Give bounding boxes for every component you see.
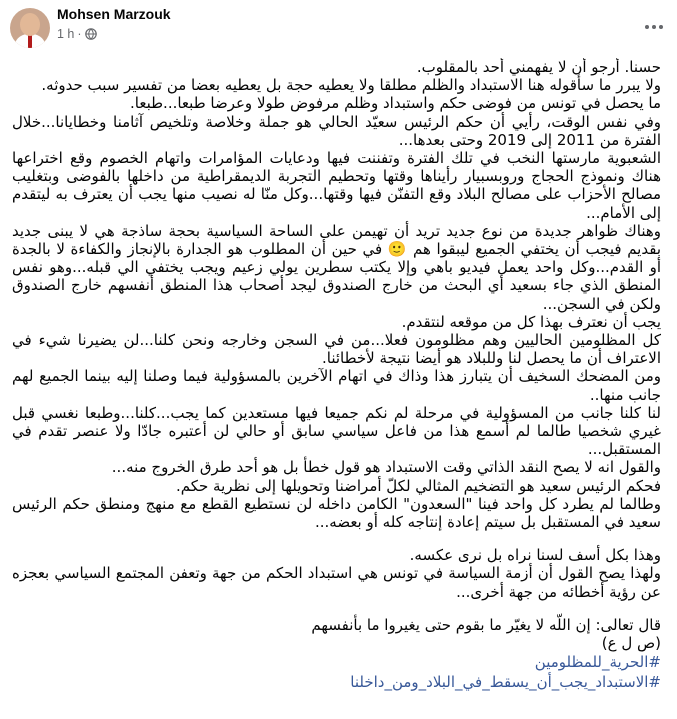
paragraph: وطالما لم يطرد كل واحد فينا "السعدون" الكامن داخله لن نستطيع القطع مع منهج ومنطق حكم الرئيس سعيد في المستقبل بل سيتم إعادة إنتاجه كله أو بعضه... (12, 494, 661, 532)
dot-icon (659, 25, 663, 29)
globe-icon[interactable] (85, 28, 97, 40)
dot-icon (652, 25, 656, 29)
paragraph: ما يحصل في تونس من فوضى حكم واستبداد وظلم مرفوض طولا وعرضا طبعا...طبعا. (130, 94, 661, 113)
avatar-face (20, 13, 40, 36)
quote-line: قال تعالى: إن اللّه لا يغيّر ما بقوم حتى يغيروا ما بأنفسهم (311, 615, 661, 634)
paragraph: والقول انه لا يصح النقد الذاتي وقت الاستبداد هو قول خطأ بل هو أحد طرق الخروج منه... (111, 458, 661, 477)
paragraph: الشعبوية مارستها النخب في تلك الفترة وتفننت فيها ودعايات المؤامرات واتهام الخصوم وقع اختراعها هناك ونموذج الحجاج وروبسبيار رأيناها وقتها وتحطيم التجربة الديمقراطية من داخلها بالفوضى وبتغليب مصالح الأحزاب على مصالح البلاد وقع التفنّن فيها وقتها...وكل منّا له نصيب منها يجب أن يعترف به ليتقدم إلى الأمام... (12, 149, 661, 222)
paragraph: ومن المضحك السخيف أن يتبارز هذا وذاك في اتهام الآخرين بالمسؤولية فيما وصلنا إليه بينما الجميع لهم جانب منها.. (12, 367, 661, 404)
paragraph: كل المظلومين الحاليين وهم مظلومون فعلا...من في السجن وخارجه ونحن كلنا...لن يضيرنا شيء في الاعتراف أن ما يحصل لنا وللبلاد هو أيضا نتيجة لأخطائنا. (12, 331, 661, 368)
more-options-button[interactable] (639, 12, 669, 42)
meta-separator: · (77, 27, 82, 41)
paragraph: يجب أن نعترف بهذا كل من موقعه لنتقدم. (401, 312, 661, 331)
paragraph: لنا كلنا جانب من المسؤولية في مرحلة لم نكم جميعا فيها مستعدين كما يجب...كلنا...وطبعا نغسي قبل غيري شخصيا طالما لم أسمع هذا من فاعل سياسي سابق أو حالي لن أعتبره جادّا ولا عنصر تقدم في المستقبل... (12, 403, 661, 459)
paragraph: حسنا. أرجو أن لا يفهمني أحد بالمقلوب. (416, 58, 661, 76)
paragraph-spacer (12, 601, 661, 616)
hashtag-link[interactable]: #الحرية_للمظلومين (534, 653, 661, 672)
post-meta (57, 27, 97, 41)
paragraph-spacer (12, 531, 661, 546)
paragraph: ولهذا يصح القول أن أزمة السياسة في تونس هي استبداد الحكم من جهة وتعفن المجتمع السياسي بعجزه عن رؤية أخطائه من جهة أخرى... (12, 564, 661, 601)
post-time[interactable]: 1 h (57, 27, 75, 41)
hashtag-link[interactable]: #الاستبداد_يجب_أن_يسقط_في_البلاد_ومن_داخلنا (350, 673, 661, 692)
paragraph: وهذا بكل أسف لسنا نراه بل نرى عكسه. (409, 546, 661, 565)
post-header (0, 0, 677, 56)
paragraph: فحكم الرئيس سعيد هو التضخيم المثالي لكلّ أمراضنا وتحويلها إلى نظرية حكم. (175, 476, 661, 495)
dot-icon (645, 25, 649, 29)
author-name[interactable]: Mohsen Marzouk (57, 6, 171, 22)
paragraph: وهناك ظواهر جديدة من نوع جديد تريد أن تهيمن على الساحة السياسية بحجة ساذجة هي لا يبنى جديد بقديم فيجب أن يختفي الجميع ليبقوا هم 🙂 في حين أن المطلوب هو الجدارة بالإنجاز والكفاءة لا بالجدة أو القدم...وكل واحد يعمل فيديو باهي وإلا يكتب سطرين يولي زعيم ويجب يختفي الي قبله...وهو نفس المنطق الذي جاء بسعيد أي البحث من خارج الصندوق ليجد أصحاب هذا المنطق أنفسهم خارج الصندوق ولكن في السجن... (12, 221, 661, 313)
avatar-tie (28, 35, 32, 48)
post-text (0, 58, 677, 652)
paragraph: وفي نفس الوقت، رأيي أن حكم الرئيس سعيّد الحالي هو جملة وخلاصة وتلخيص آثامنا وخطايانا...خلال الفترة من 2011 إلى 2019 وحتى بعدها... (12, 112, 661, 149)
quote-line: (ص ل ع) (601, 634, 661, 653)
paragraph: ولا يبرر ما سأقوله هنا الاستبداد والظلم مطلقا ولا يعطيه حجة بل يعطيه بعضا من تفسير سبب حدوثه. (41, 76, 661, 95)
author-avatar[interactable] (10, 8, 50, 48)
post-body (0, 58, 677, 719)
